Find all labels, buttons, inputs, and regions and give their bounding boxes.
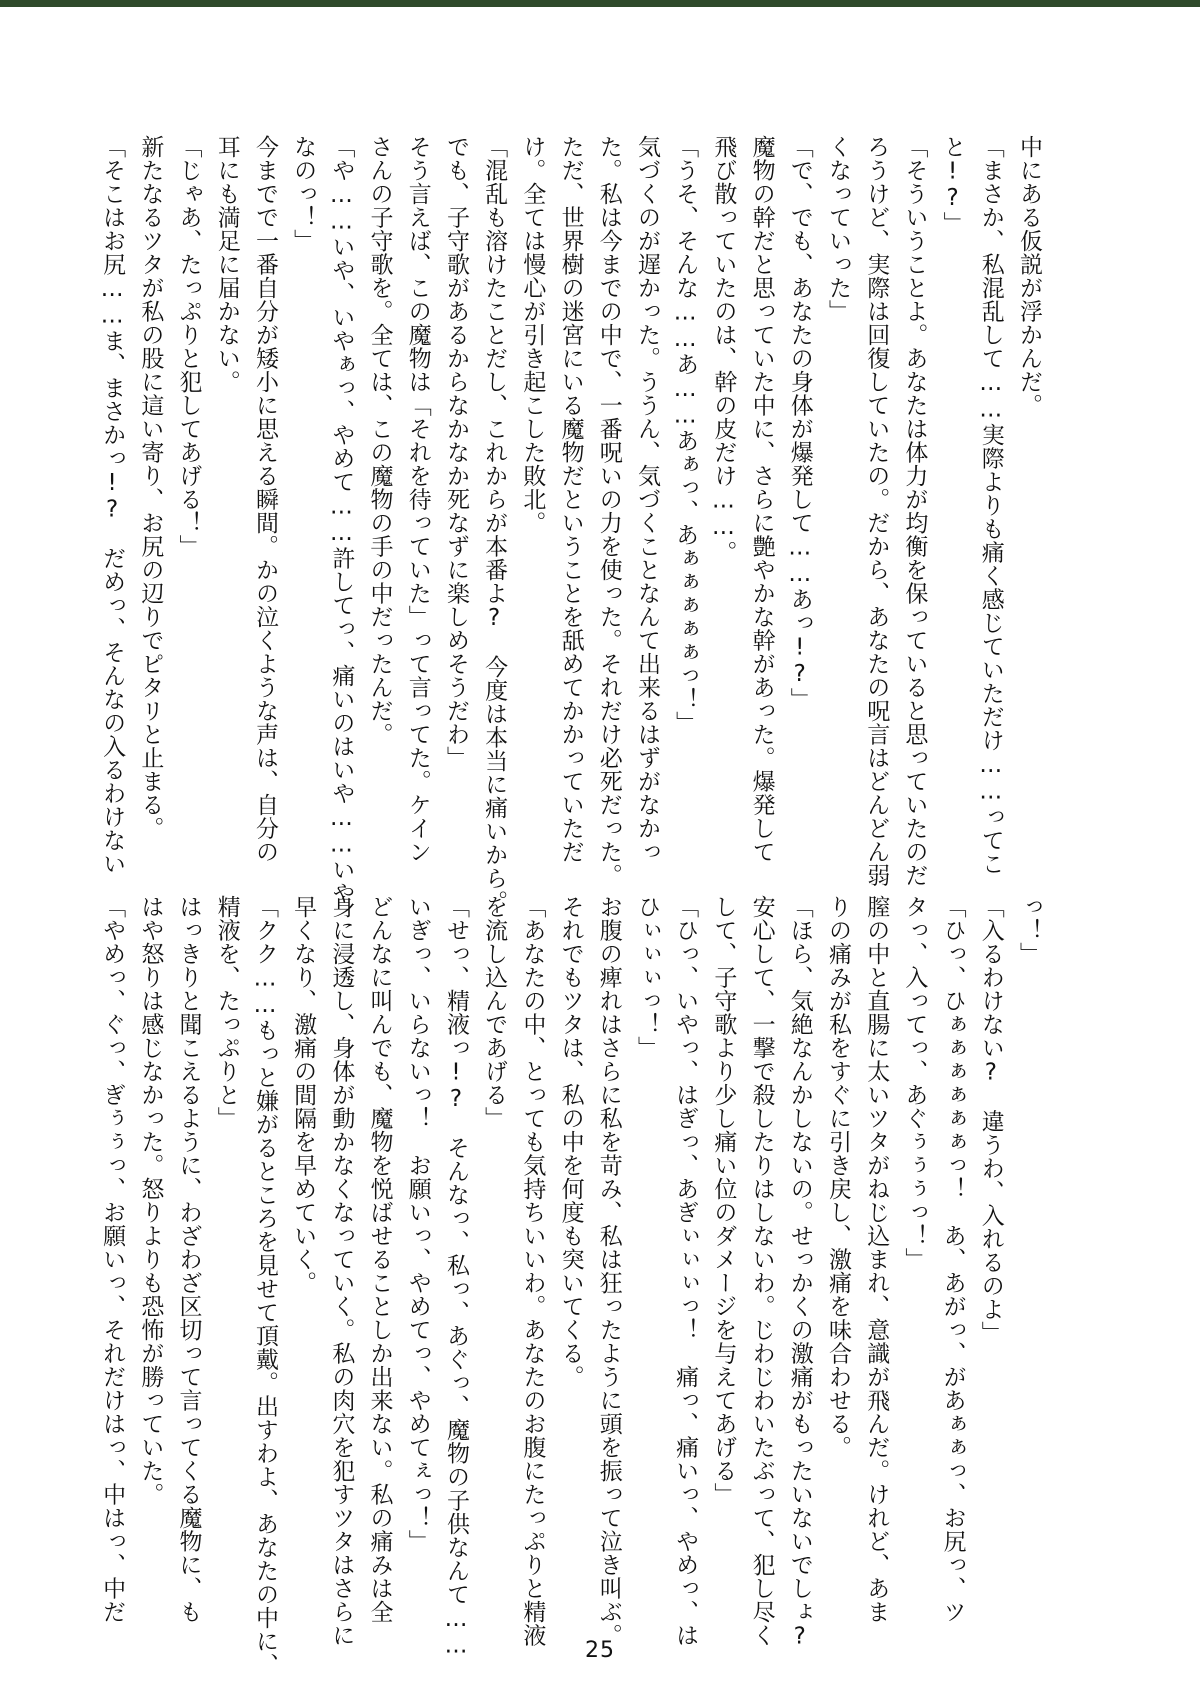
text-line: でも、子守歌があるからなかなか死なずに楽しめそうだわ」 <box>442 135 469 770</box>
text-line: 「混乱も溶けたことだし、これからが本番よ? 今度は本当に痛いから。 <box>481 135 508 914</box>
text-line: はや怒りは感じなかった。怒りよりも恐怖が勝っていた。 <box>137 895 164 1506</box>
text-line: 膣の中と直腸に太いツタがねじ込まれ、意識が飛んだ。けれど、あま <box>863 895 890 1624</box>
text-line: そう言えば、この魔物は「それを待っていた」って言ってた。ケイン <box>404 135 431 864</box>
text-line: 「や……いや、いやぁっ、やめて……許してっ、痛いのはいや……いや <box>328 135 355 905</box>
text-line: 「そういうことよ。あなたは体力が均衡を保っていると思っていたのだ <box>901 135 928 887</box>
text-line: 「せっ、精液っ!? そんなっ、私っ、あぐっ、魔物の子供なんて…… <box>442 895 469 1659</box>
text-line: いぎっ、いらないっ！ お願いっ、やめてっ、やめてぇっ！」 <box>404 895 431 1553</box>
text-line: タっ、入ってっ、あぐぅぅぅっ！」 <box>901 895 928 1271</box>
text-line: ひぃぃぃっ！」 <box>633 895 660 1060</box>
text-line: 今までで一番自分が矮小に思える瞬間。かの泣くような声は、自分の <box>251 135 278 864</box>
text-line: 「ひっ、ひぁぁぁぁぁぁっ！ あ、あがっ、があぁぁっ、お尻っ、ツ <box>939 895 966 1624</box>
text-line: なのっ！」 <box>290 135 317 253</box>
text-line: 「で、でも、あなたの身体が爆発して……あっ!?」 <box>786 135 813 711</box>
text-line: はっきりと聞こえるように、わざわざ区切って言ってくる魔物に、も <box>175 895 202 1624</box>
text-line: 「ほら、気絶なんかしないの。せっかくの激痛がもったいないでしょ? <box>786 895 813 1650</box>
text-line: りの痛みが私をすぐに引き戻し、激痛を味合わせる。 <box>824 895 851 1459</box>
text-line: 耳にも満足に届かない。 <box>213 135 240 394</box>
text-line: して、子守歌より少し痛い位のダメージを与えてあげる」 <box>710 895 737 1506</box>
top-border-rule <box>0 0 1200 7</box>
text-line: 「クク……もっと嫌がるところを見せて頂戴。出すわよ、あなたの中に、 <box>251 895 278 1677</box>
text-line: くなっていった」 <box>824 135 851 323</box>
text-line: お腹の痺れはさらに私を苛み、私は狂ったように頭を振って泣き叫ぶ。 <box>595 895 622 1647</box>
text-line: ただ、世界樹の迷宮にいる魔物だということを舐めてかかっていただ <box>557 135 584 864</box>
text-line: を流し込んであげる」 <box>481 895 508 1130</box>
text-line: どんなに叫んでも、魔物を悦ばせることしか出来ない。私の痛みは全 <box>366 895 393 1624</box>
text-line: 「うそ、そんな……あ……あぁっ、あぁぁぁぁぁっ！」 <box>672 135 699 735</box>
text-line: 飛び散っていたのは、幹の皮だけ……。 <box>710 135 737 564</box>
text-line: それでもツタは、私の中を何度も突いてくる。 <box>557 895 584 1389</box>
page-number: 25 <box>585 1638 615 1663</box>
text-line: 中にある仮説が浮かんだ。 <box>1016 135 1042 417</box>
text-line: 「ひっ、いやっ、はぎっ、あぎぃぃぃっ！ 痛っ、痛いっ、やめっ、は <box>672 895 699 1647</box>
text-line: 精液を、たっぷりと」 <box>213 895 240 1130</box>
text-line: 「そこはお尻……ま、まさかっ!? だめっ、そんなの入るわけない <box>99 135 126 876</box>
text-line: 「まさか、私混乱して……実際よりも痛く感じていただけ……ってこ <box>977 135 1004 876</box>
text-line: け。全ては慢心が引き起こした敗北。 <box>519 135 546 535</box>
text-line: 「やめっ、ぐっ、ぎぅぅっ、お願いっ、それだけはっ、中はっ、中だ <box>99 895 126 1624</box>
text-line: 魔物の幹だと思っていた中に、さらに艶やかな幹があった。爆発して <box>748 135 775 864</box>
text-line: っ！」 <box>1016 895 1042 966</box>
text-line: さんの子守歌を。全ては、この魔物の手の中だったんだ。 <box>366 135 393 746</box>
text-line: た。私は今までの中で、一番呪いの力を使った。それだけ必死だった。 <box>595 135 622 887</box>
text-line: 「入るわけない? 違うわ、入れるのよ」 <box>977 895 1004 1345</box>
text-line: 気づくのが遅かった。ううん、気づくことなんて出来るはずがなかっ <box>633 135 660 864</box>
text-line: 早くなり、激痛の間隔を早めていく。 <box>290 895 317 1295</box>
text-line: 身に浸透し、身体が動かなくなっていく。私の肉穴を犯すツタはさらに <box>328 895 355 1647</box>
text-line: 「じゃあ、たっぷりと犯してあげる！」 <box>175 135 202 558</box>
text-line: 安心して、一撃で殺したりはしないわ。じわじわいたぶって、犯し尽く <box>748 895 775 1647</box>
text-line: 新たなるツタが私の股に這い寄り、お尻の辺りでピタリと止まる。 <box>137 135 164 840</box>
text-line: と!?」 <box>939 135 966 235</box>
text-line: 「あなたの中、とっても気持ちいいわ。あなたのお腹にたっぷりと精液 <box>519 895 546 1647</box>
upper-text-block <box>99 135 1048 914</box>
text-line: ろうけど、実際は回復していたの。だから、あなたの呪言はどんどん弱 <box>863 135 890 887</box>
